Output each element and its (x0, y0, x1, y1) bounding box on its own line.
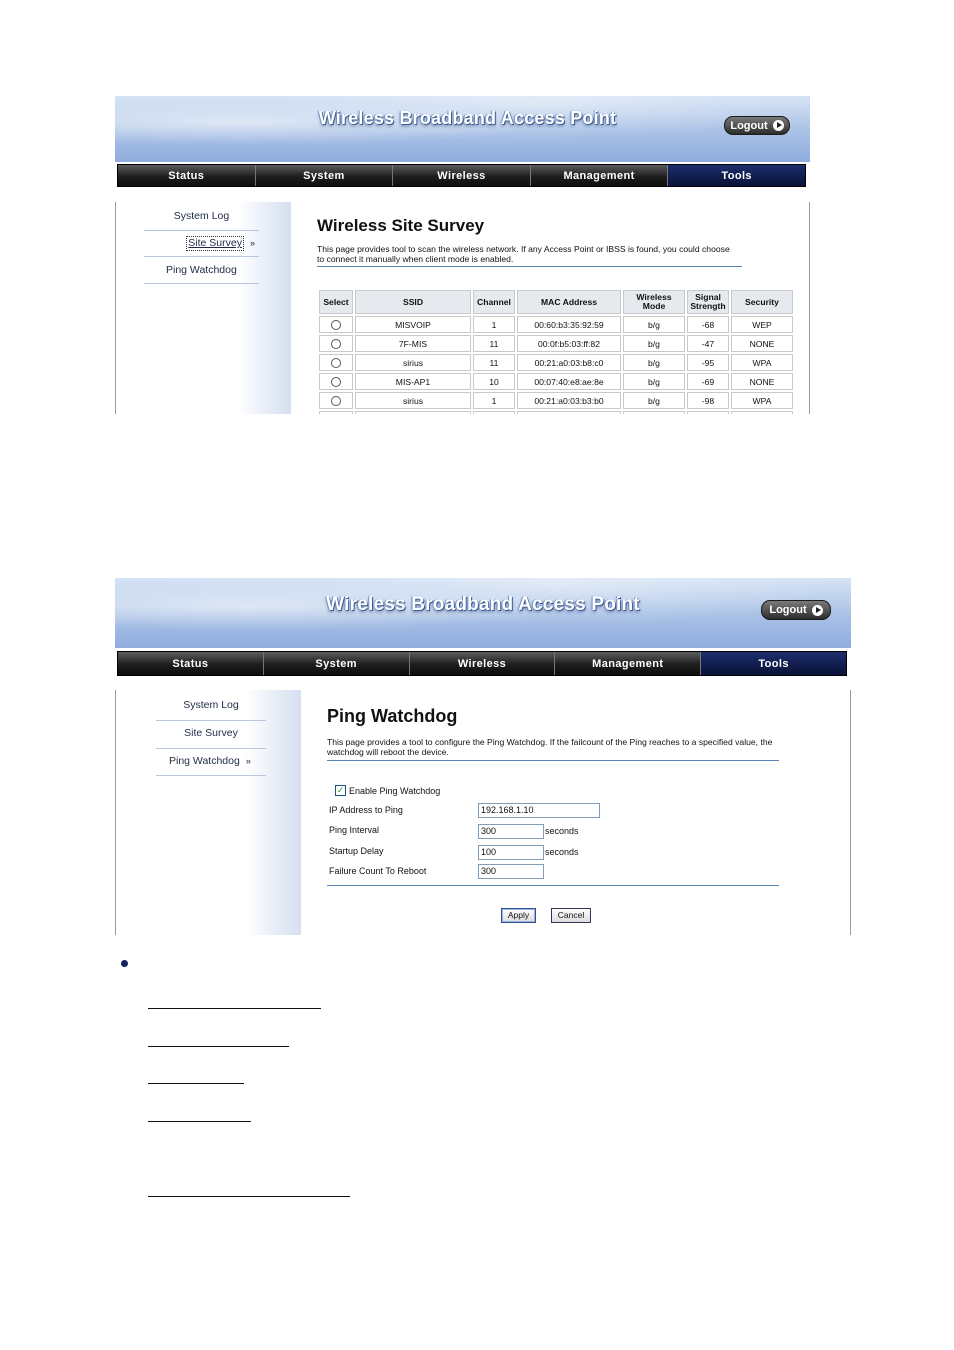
cancel-button[interactable]: Cancel (551, 908, 591, 923)
header-banner (115, 96, 810, 162)
mode-cell: b/g (623, 316, 685, 333)
banner-title: Wireless Broadband Access Point (318, 108, 617, 128)
table-row (319, 354, 793, 371)
sidebar-item-site-survey[interactable] (156, 720, 266, 749)
mode-cell: b/g (623, 373, 685, 390)
underline-rule (148, 1196, 350, 1197)
enable-ping-watchdog-checkbox[interactable] (335, 785, 346, 796)
failure-count-input[interactable]: 300 (478, 864, 544, 879)
ping-interval-label: Ping Interval (329, 825, 380, 835)
ping-watchdog-screenshot (115, 578, 851, 935)
nav-management[interactable]: Management (555, 652, 701, 675)
logout-label: Logout (730, 119, 768, 132)
sidebar-item-label: Ping Watchdog (166, 264, 237, 276)
sidebar (116, 202, 291, 414)
table-row (319, 316, 793, 333)
select-cell (319, 354, 353, 371)
sidebar-item-label: Ping Watchdog (169, 755, 240, 767)
mac-cell: 00:07:40:e8:ae:8e (517, 373, 621, 390)
underline-rule (148, 1121, 251, 1122)
select-radio[interactable] (331, 358, 341, 368)
sidebar-item-label: Site Survey (184, 727, 238, 739)
signal-cell: -95 (687, 354, 729, 371)
nav-wireless[interactable]: Wireless (393, 165, 531, 186)
bullet-icon (121, 960, 128, 967)
page-title: Wireless Site Survey (317, 216, 485, 235)
sidebar (116, 690, 301, 935)
security-cell: NONE (731, 335, 793, 352)
signal-cell: -68 (687, 316, 729, 333)
select-cell (319, 373, 353, 390)
page-body (115, 690, 851, 935)
nav-management[interactable]: Management (531, 165, 669, 186)
channel-cell: 11 (473, 335, 515, 352)
table-row (319, 335, 793, 352)
mac-cell: 00:60:b3:35:92:59 (517, 316, 621, 333)
table-header-row (319, 290, 793, 314)
security-cell: NONE (731, 373, 793, 390)
security-cell: WEP (731, 316, 793, 333)
banner-title: Wireless Broadband Access Point (326, 594, 640, 615)
failure-count-label: Failure Count To Reboot (329, 866, 427, 876)
ssid-cell: sirius (355, 392, 471, 409)
divider (327, 760, 779, 761)
logout-button[interactable] (724, 116, 790, 135)
mac-cell: 00:21:a0:03:b3:b0 (517, 392, 621, 409)
startup-delay-label: Startup Delay (329, 846, 384, 856)
channel-cell: 11 (473, 354, 515, 371)
play-arrow-icon (773, 120, 784, 131)
startup-delay-input[interactable]: 100 (478, 845, 544, 860)
ssid-cell (355, 411, 471, 414)
nav-wireless[interactable]: Wireless (410, 652, 556, 675)
page-description: This page provides a tool to configure the Ping Watchdog. If the failcount of the Ping reaches to a specified value, the watchdog will reboot the device. (327, 737, 773, 757)
col-signal-strength: Signal Strength (687, 290, 729, 314)
page-title: Ping Watchdog (327, 706, 458, 726)
divider (327, 885, 779, 886)
page-body (115, 202, 810, 414)
signal-cell: -47 (687, 335, 729, 352)
checkmark-icon: ✓ (336, 785, 345, 795)
select-radio[interactable] (331, 339, 341, 349)
mac-cell: 00:0f:b5:03:ff:82 (517, 335, 621, 352)
main-content (311, 202, 809, 414)
security-cell (731, 411, 793, 414)
ping-interval-unit: seconds (545, 826, 579, 836)
page-description: This page provides tool to scan the wireless network. If any Access Point or IBSS is found, you could choose to connect it manually when client mode is enabled. (317, 244, 730, 264)
enable-ping-watchdog-label: Enable Ping Watchdog (349, 786, 441, 796)
security-cell: WPA (731, 392, 793, 409)
ip-address-label: IP Address to Ping (329, 805, 403, 815)
mode-cell: b/g (623, 335, 685, 352)
nav-tools[interactable]: Tools (701, 652, 846, 675)
col-ssid: SSID (355, 290, 471, 314)
sidebar-item-system-log[interactable] (156, 692, 266, 721)
table-row (319, 392, 793, 409)
select-cell (319, 335, 353, 352)
col-select: Select (319, 290, 353, 314)
col-channel: Channel (473, 290, 515, 314)
signal-cell: -98 (687, 392, 729, 409)
play-arrow-icon (812, 605, 823, 616)
select-radio[interactable] (331, 377, 341, 387)
channel-cell (473, 411, 515, 414)
nav-system[interactable]: System (264, 652, 410, 675)
table-row (319, 411, 793, 414)
channel-cell: 1 (473, 392, 515, 409)
nav-status[interactable]: Status (118, 165, 256, 186)
sidebar-item-site-survey[interactable] (144, 231, 259, 257)
underline-rule (148, 1083, 244, 1084)
channel-cell: 10 (473, 373, 515, 390)
nav-system[interactable]: System (256, 165, 394, 186)
sidebar-item-ping-watchdog[interactable] (156, 748, 266, 776)
underline-rule (148, 1008, 321, 1009)
nav-status[interactable]: Status (118, 652, 264, 675)
sidebar-item-label: System Log (173, 210, 230, 222)
select-radio[interactable] (331, 396, 341, 406)
select-cell (319, 411, 353, 414)
channel-cell: 1 (473, 316, 515, 333)
mode-cell: b/g (623, 354, 685, 371)
sidebar-item-label: System Log (183, 699, 239, 711)
chevron-right-icon: » (245, 756, 251, 766)
site-survey-table (317, 288, 795, 414)
table-row (319, 373, 793, 390)
header-banner (115, 578, 851, 648)
col-mac-address: MAC Address (517, 290, 621, 314)
col-wireless-mode: Wireless Mode (623, 290, 685, 314)
startup-delay-unit: seconds (545, 847, 579, 857)
ping-interval-input[interactable]: 300 (478, 824, 544, 839)
select-cell (319, 316, 353, 333)
mode-cell (623, 411, 685, 414)
apply-button[interactable]: Apply (501, 908, 536, 923)
mac-cell: 00:21:a0:03:b8:c0 (517, 354, 621, 371)
ssid-cell: 7F-MIS (355, 335, 471, 352)
signal-cell: -69 (687, 373, 729, 390)
select-cell (319, 392, 353, 409)
ssid-cell: MIS-AP1 (355, 373, 471, 390)
signal-cell (687, 411, 729, 414)
ssid-cell: MISVOIP (355, 316, 471, 333)
site-survey-screenshot (115, 96, 810, 414)
divider (317, 266, 742, 267)
main-nav (117, 164, 806, 187)
sidebar-item-label: Site Survey (188, 237, 242, 249)
logout-label: Logout (769, 604, 807, 616)
col-security: Security (731, 290, 793, 314)
sidebar-item-ping-watchdog[interactable] (144, 258, 259, 284)
main-content (321, 690, 850, 935)
logout-button[interactable] (761, 600, 831, 620)
mac-cell (517, 411, 621, 414)
main-nav (117, 651, 847, 676)
nav-tools[interactable]: Tools (668, 165, 805, 186)
sidebar-item-system-log[interactable] (144, 204, 259, 231)
underline-rule (148, 1046, 289, 1047)
select-radio[interactable] (331, 320, 341, 330)
ip-address-input[interactable]: 192.168.1.10 (478, 803, 600, 818)
mode-cell: b/g (623, 392, 685, 409)
security-cell: WPA (731, 354, 793, 371)
chevron-right-icon: » (249, 238, 255, 248)
ssid-cell: sirius (355, 354, 471, 371)
